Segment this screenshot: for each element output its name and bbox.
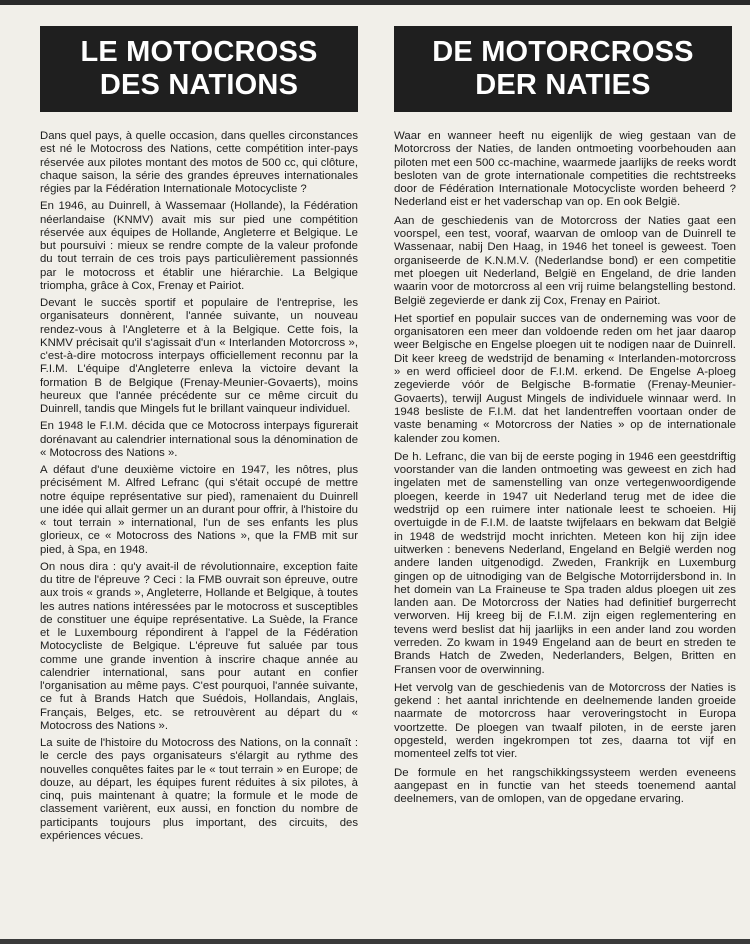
french-column [40, 26, 358, 847]
top-rule [0, 0, 750, 5]
french-paragraph: Devant le succès sportif et populaire de l'entreprise, les organisateurs donnèrent, l'année suivante, un nouveau rendez-vous à l'Angleterre et à la Belgique. Cette fois, la KNMV précisait qu'il s'agissait d'un « Interlanden Motorcross », c'est-à-dire motocross interpays officiellement reconnu par la F.I.M. L'équipe d'Angleterre enleva la victoire devant la formation B de Belgique (Frenay-Meunier-Govaerts), moins heureux que l'année précédente sur ce même circuit du Duinrell, tandis que Mingels fut le brillant vainqueur individuel. [40, 297, 358, 415]
dutch-paragraph: Waar en wanneer heeft nu eigenlijk de wieg gestaan van de Motorcross der Naties, de landen ontmoeting voorbehouden aan piloten met een 500 cc-machine, waarmede jaarlijks de reeks wordt besloten van de grote internationale competities die rechtstreeks door de Fédération Internationale Motocycliste worden beheerd ? Nederland eist er het vaderschap van op. En ook België. [394, 130, 736, 209]
french-paragraph: Dans quel pays, à quelle occasion, dans quelles circonstances est né le Motocross des Nations, cette compétition inter-pays réservée aux pilotes montant des motos de 500 cc, qui clôture, chaque saison, la série des grandes épreuves internationales régies par la Fédération Internationale Motocycliste ? [40, 130, 358, 195]
french-title: LE MOTOCROSS DES NATIONS [80, 36, 318, 101]
french-title-box [40, 26, 358, 112]
french-paragraph: En 1948 le F.I.M. décida que ce Motocross interpays figurerait dorénavant au calendrier international sous la dénomination de « Motocross des Nations ». [40, 420, 358, 459]
bottom-rule [0, 939, 750, 944]
dutch-body [394, 130, 736, 807]
dutch-paragraph: Het vervolg van de geschiedenis van de Motorcross der Naties is gekend : het aantal inrichtende en deelnemende landen groeide naarmate de motorcross haar veroveringstocht in Europa voortzette. De ploegen van twaalf piloten, in de eerste jaren opgesteld, werden ingekrompen tot zes, daarna tot vijf en momenteel zelfs tot vier. [394, 681, 736, 761]
dutch-title: DE MOTORCROSS DER NATIES [432, 36, 694, 101]
dutch-title-box [394, 26, 732, 112]
dutch-paragraph: Aan de geschiedenis van de Motorcross der Naties gaat een voorspel, een test, vooraf, waarvan de omloop van de Duinrell te Wassenaar, nabij Den Haag, in 1946 het toneel is geweest. Toen organiseerde de K.N.M.V. (Nederlandse bond) er een competitie met ploegen uit Nederland, België en Engeland, de drie landen waarin voor de motorcross al een vrij ruime belangstelling bestond. België zegevierde er dank zij Cox, Frenay en Pairiot. [394, 214, 736, 307]
french-paragraph: A défaut d'une deuxième victoire en 1947, les nôtres, plus précisément M. Alfred Lefranc (qui s'était occupé de mettre notre équipe représentative sur pied), ramenaient du Duinrell une idée qui allait germer un an durant pour offrir, à l'histoire du « tout terrain » international, l'un de ses enfants les plus glorieux, ce « Motocross des Nations », que la FMB mit sur pied, à Spa, en 1948. [40, 464, 358, 556]
french-paragraph: La suite de l'histoire du Motocross des Nations, on la connaît : le cercle des pays organisateurs s'élargit au rythme des nouvelles conquêtes faites par le « tout terrain » en Europe; de douze, au départ, les équipes furent réduites à six pilotes, à cinq, puis maintenant à quatre; la formule et le mode de classement varièrent, eux aussi, en fonction du nombre de participants toujours plus important, des circuits, des expériences vécues. [40, 737, 358, 842]
french-body [40, 130, 358, 843]
dutch-paragraph: De h. Lefranc, die van bij de eerste poging in 1946 een geestdriftig voorstander van die landen ontmoeting was geweest en zich had ingelaten met de samenstelling van onze vertegenwoordigende ploegen, keerde in 1947 uit Nederland terug met de idee die wedstrijd op een ruimere inter nationale leest te schoeien. Hij overtuigde in de F.I.M. de laatste twijfelaars en bekwam dat België in 1948 de wedstrijd mocht inrichten. Meteen kon hij zijn idee uitwerken : benevens Nederland, Engeland en België werden nog andere landen uitgenodigd. Zweden, Frankrijk en Luxemburg gingen op de uitnodiging van de Belgische Motorrijdersbond in. In het domein van La Fraineuse te Spa traden aldus ploegen uit zes landen aan. De Motorcross der Naties had definitief burgerrecht verworven. Hij kreeg bij de F.I.M. zijn eigen reglementering en tevens werd beslist dat hij jaarlijks in een ander land zou worden verreden. Zo kwam in 1949 Engeland aan de beurt en streden te Brands Hatch de Zweden, Nederlanders, Belgen, Britten en Fransen voor de overwinning. [394, 450, 736, 676]
dutch-column [394, 26, 736, 812]
french-paragraph: En 1946, au Duinrell, à Wassemaar (Hollande), la Fédération néerlandaise (KNMV) avait mis sur pied une compétition réservée aux équipes de Hollande, Angleterre et Belgique. Le but poursuivi : mieux se rendre compte de la valeur profonde du tout terrain de ces trois pays particulièrement passionnés par le motocross et établir une hiérarchie. La Belgique triompha, grâce à Cox, Frenay et Pairiot. [40, 200, 358, 292]
dutch-paragraph: De formule en het rangschikkingssysteem werden eveneens aangepast en in functie van het steeds toenemend aantal deelnemers, van de omlopen, van de opgedane ervaring. [394, 766, 736, 806]
dutch-paragraph: Het sportief en populair succes van de onderneming was voor de organisatoren een meer dan voldoende reden om het jaar daarop weer Belgische en Engelse ploegen uit te nodigen naar de Duinrell. Dit keer kreeg de wedstrijd de benaming « Interlanden-motorcross » en werd officieel door de F.I.M. erkend. De Engelse A-ploeg zegevierde vóór de Belgische B-formatie (Frenay-Meunier-Govaerts), terwijl August Mingels de individuele winnaar werd. In 1948 besliste de F.I.M. dat het landentreffen voortaan onder de vaste benaming « Motorcross der Naties » op de internationale kalender zou komen. [394, 312, 736, 445]
french-paragraph: On nous dira : qu'y avait-il de révolutionnaire, exception faite du titre de l'épreuve ? Ceci : la FMB ouvrait son épreuve, outre aux trois « grands », Angleterre, Hollande et Belgique, à toutes les autres nations intéressées par le motocross et susceptibles de constituer une équipe représentative. La Suède, la France et le Luxembourg répondirent à l'appel de la Fédération Motocycliste de Belgique. L'épreuve fut saluée par tous comme une grande invention à inscrire chaque année au calendrier international, sans pour autant en confier l'organisation au même pays. C'est pourquoi, l'année suivante, ce fut à Brands Hatch que Suédois, Hollandais, Anglais, Français, Belges, etc. se retrouvèrent au départ du « Motocross des Nations ». [40, 560, 358, 732]
